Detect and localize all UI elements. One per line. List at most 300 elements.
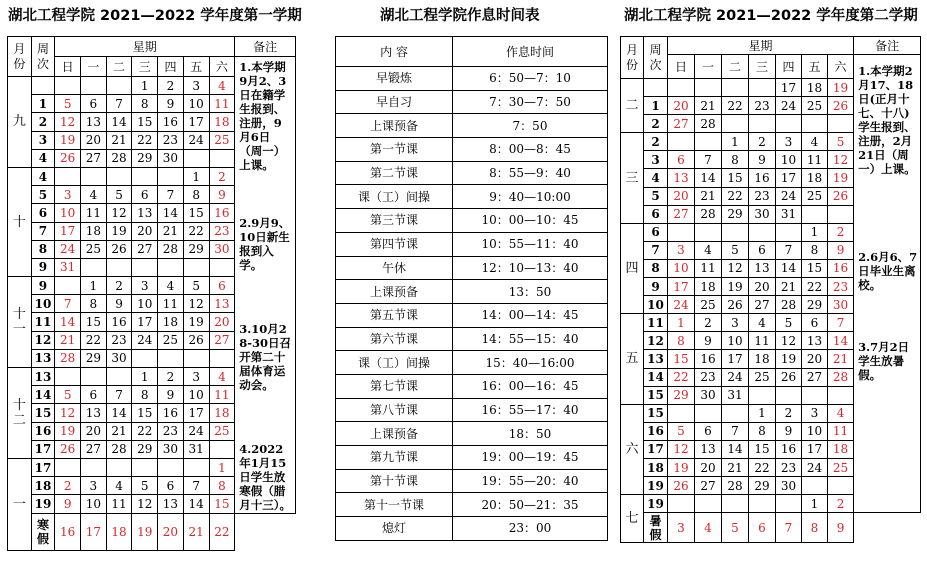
date-cell: 18	[80, 222, 106, 240]
date-cell: 16	[106, 313, 132, 331]
date-cell: 5	[776, 314, 802, 332]
vacation-label: 暑 假	[644, 513, 668, 543]
date-cell: 6	[749, 241, 776, 259]
date-cell: 8	[132, 95, 158, 113]
date-cell	[668, 133, 695, 151]
week-number: 8	[31, 240, 55, 258]
date-cell	[209, 149, 235, 167]
date-cell: 29	[802, 296, 828, 314]
date-cell: 13	[209, 295, 235, 313]
date-cell: 7	[106, 95, 132, 113]
date-cell: 10	[776, 151, 802, 169]
date-cell	[209, 349, 235, 367]
week-number: 19	[644, 495, 668, 513]
date-cell: 12	[55, 113, 81, 131]
date-cell	[668, 495, 695, 513]
date-cell	[776, 386, 802, 404]
date-cell: 29	[668, 386, 695, 404]
date-cell	[183, 258, 209, 276]
time-header: 作息时间	[453, 37, 608, 67]
date-cell: 1	[132, 368, 158, 386]
date-cell: 2	[749, 133, 776, 151]
schedule-time: 18：50	[453, 422, 608, 446]
date-cell: 19	[55, 422, 81, 440]
date-cell	[132, 258, 158, 276]
week-number: 6	[644, 223, 668, 241]
schedule-row	[336, 209, 608, 233]
schedule-row	[336, 374, 608, 398]
date-cell: 23	[209, 222, 235, 240]
vacation-row	[8, 513, 296, 550]
note-item: 2.9月9、10日新生报到入学。	[239, 216, 291, 272]
notes-cell	[854, 55, 921, 513]
week-number: 5	[644, 187, 668, 205]
note-item: 1.本学期2月17、18日(正月十七、十八)学生报到、注册，2月21日（周一）上课。	[858, 64, 916, 176]
date-cell	[749, 223, 776, 241]
date-cell: 23	[749, 97, 776, 115]
week-number: 8	[644, 259, 668, 277]
day-header: 日	[55, 57, 81, 77]
date-cell: 29	[749, 477, 776, 495]
date-cell: 19	[183, 313, 209, 331]
date-cell: 7	[695, 151, 722, 169]
date-cell	[695, 223, 722, 241]
date-cell: 10	[183, 386, 209, 404]
vacation-date: 17	[80, 513, 106, 550]
date-cell: 4	[209, 368, 235, 386]
date-cell	[80, 167, 106, 185]
date-cell: 11	[158, 295, 184, 313]
week-number: 17	[31, 458, 55, 476]
date-cell: 27	[802, 368, 828, 386]
date-cell: 8	[722, 151, 749, 169]
note-item: 3.10月28-30日召开第二十届体育运动会。	[239, 322, 292, 392]
schedule-item: 第五节课	[336, 303, 453, 327]
date-cell: 6	[802, 314, 828, 332]
week-number: 2	[644, 115, 668, 133]
date-cell: 9	[106, 295, 132, 313]
schedule-row	[336, 232, 608, 256]
date-cell: 17	[668, 278, 695, 296]
schedule-row	[336, 422, 608, 446]
date-cell: 14	[106, 404, 132, 422]
week-number: 3	[31, 131, 55, 149]
date-cell: 24	[183, 131, 209, 149]
week-number	[31, 77, 55, 95]
date-cell: 9	[695, 332, 722, 350]
date-cell: 12	[722, 259, 749, 277]
schedule-time: 14：55—15：40	[453, 327, 608, 351]
date-cell	[776, 495, 802, 513]
date-cell: 11	[749, 332, 776, 350]
week-number: 11	[31, 313, 55, 331]
date-cell: 24	[183, 422, 209, 440]
schedule-item: 第九节课	[336, 446, 453, 470]
date-cell	[776, 115, 802, 133]
schedule-item: 第一节课	[336, 138, 453, 162]
schedule-item: 第十一节课	[336, 493, 453, 517]
date-cell: 3	[183, 368, 209, 386]
schedule-item: 课（工）间操	[336, 185, 453, 209]
date-cell: 11	[209, 95, 235, 113]
date-cell: 2	[828, 495, 854, 513]
date-cell: 12	[828, 151, 854, 169]
date-cell: 26	[668, 477, 695, 495]
date-cell: 2	[209, 167, 235, 185]
schedule-item: 熄灯	[336, 517, 453, 541]
schedule-row	[336, 327, 608, 351]
date-cell: 4	[749, 314, 776, 332]
date-cell: 20	[80, 422, 106, 440]
day-header: 四	[776, 55, 802, 79]
date-cell	[158, 458, 184, 476]
date-cell: 3	[132, 277, 158, 295]
date-cell: 8	[132, 386, 158, 404]
date-cell	[749, 495, 776, 513]
date-cell: 12	[55, 404, 81, 422]
date-cell: 27	[80, 440, 106, 458]
date-cell: 21	[106, 131, 132, 149]
date-cell: 19	[828, 169, 854, 187]
schedule-row	[336, 493, 608, 517]
note-item: 2.6月6、7日毕业生离校。	[858, 250, 918, 292]
date-cell: 8	[183, 186, 209, 204]
date-cell: 15	[722, 169, 749, 187]
schedule-time: 19：00—19：45	[453, 446, 608, 470]
date-cell: 12	[776, 332, 802, 350]
date-cell	[132, 349, 158, 367]
schedule-time: 15：40—16:00	[453, 351, 608, 375]
date-cell: 1	[722, 133, 749, 151]
date-cell: 23	[749, 187, 776, 205]
date-cell: 11	[106, 495, 132, 513]
date-cell: 19	[776, 350, 802, 368]
month-label: 一	[8, 458, 32, 550]
date-cell: 3	[55, 186, 81, 204]
week-number: 5	[31, 186, 55, 204]
date-cell: 6	[132, 186, 158, 204]
month-label: 二	[621, 79, 644, 133]
day-header: 三	[749, 55, 776, 79]
date-cell: 4	[106, 477, 132, 495]
date-cell: 2	[55, 477, 81, 495]
note-header: 备注	[854, 37, 921, 55]
date-cell: 28	[722, 477, 749, 495]
vacation-label: 寒 假	[31, 513, 55, 550]
date-cell: 7	[722, 422, 749, 440]
week-number: 9	[644, 278, 668, 296]
date-cell: 4	[695, 241, 722, 259]
date-cell: 31	[183, 440, 209, 458]
date-cell: 11	[80, 204, 106, 222]
date-cell	[55, 167, 81, 185]
date-cell: 29	[80, 349, 106, 367]
date-cell	[132, 458, 158, 476]
schedule-item: 第二节课	[336, 161, 453, 185]
date-cell: 24	[668, 296, 695, 314]
date-cell: 9	[749, 151, 776, 169]
week-number: 9	[31, 258, 55, 276]
date-cell: 9	[776, 422, 802, 440]
vacation-date: 5	[722, 513, 749, 543]
date-cell: 24	[722, 368, 749, 386]
vacation-date: 21	[183, 513, 209, 550]
day-header: 一	[695, 55, 722, 79]
schedule-time: 23：00	[453, 517, 608, 541]
date-cell: 12	[183, 295, 209, 313]
date-cell: 1	[209, 458, 235, 476]
week-number: 6	[644, 205, 668, 223]
date-cell: 26	[776, 368, 802, 386]
date-cell: 13	[695, 440, 722, 458]
week-number: 11	[644, 314, 668, 332]
schedule-item: 课（工）间操	[336, 351, 453, 375]
vacation-date: 7	[776, 513, 802, 543]
date-cell: 22	[749, 458, 776, 476]
date-cell: 8	[80, 295, 106, 313]
schedule-time: 8：00—8：45	[453, 138, 608, 162]
date-cell: 8	[749, 422, 776, 440]
date-cell	[695, 133, 722, 151]
schedule-item: 上课预备	[336, 422, 453, 446]
date-cell	[695, 79, 722, 97]
month-header: 月份	[8, 37, 32, 77]
date-cell: 30	[828, 296, 854, 314]
week-number: 1	[31, 95, 55, 113]
date-cell: 20	[132, 222, 158, 240]
date-cell: 11	[695, 259, 722, 277]
date-cell: 5	[722, 241, 749, 259]
vacation-date: 6	[749, 513, 776, 543]
date-cell: 27	[668, 115, 695, 133]
date-cell: 11	[802, 151, 828, 169]
date-cell: 13	[80, 404, 106, 422]
vacation-date: 22	[209, 513, 235, 550]
week-number: 14	[644, 368, 668, 386]
date-cell: 20	[80, 131, 106, 149]
date-cell: 15	[132, 404, 158, 422]
day-header: 五	[802, 55, 828, 79]
date-cell: 4	[158, 277, 184, 295]
date-cell: 23	[828, 278, 854, 296]
date-cell: 1	[132, 77, 158, 95]
day-header: 六	[828, 55, 854, 79]
date-cell: 2	[158, 368, 184, 386]
schedule-item: 上课预备	[336, 280, 453, 304]
week-number: 7	[644, 241, 668, 259]
month-label: 七	[621, 495, 644, 543]
date-cell: 27	[749, 296, 776, 314]
date-cell: 21	[828, 350, 854, 368]
schedule-time: 12：10—13：40	[453, 256, 608, 280]
date-cell: 26	[55, 149, 81, 167]
date-cell: 30	[695, 386, 722, 404]
month-label: 十	[8, 167, 32, 276]
date-cell: 3	[722, 314, 749, 332]
date-cell: 18	[695, 278, 722, 296]
date-cell: 10	[722, 332, 749, 350]
date-cell: 21	[695, 97, 722, 115]
date-cell	[158, 258, 184, 276]
date-cell: 18	[209, 113, 235, 131]
date-cell: 9	[158, 95, 184, 113]
date-cell	[828, 386, 854, 404]
schedule-row	[336, 67, 608, 91]
week-number: 13	[644, 350, 668, 368]
date-cell: 16	[695, 350, 722, 368]
vacation-date: 3	[668, 513, 695, 543]
date-cell: 28	[695, 205, 722, 223]
date-cell: 25	[802, 97, 828, 115]
date-cell	[55, 458, 81, 476]
date-cell: 11	[209, 386, 235, 404]
date-cell: 29	[132, 440, 158, 458]
week-header: 周次	[31, 37, 55, 77]
date-cell: 22	[802, 278, 828, 296]
semester2-calendar	[620, 36, 921, 543]
date-cell: 10	[668, 259, 695, 277]
day-header: 一	[80, 57, 106, 77]
date-cell	[722, 495, 749, 513]
date-cell: 7	[776, 241, 802, 259]
date-cell: 28	[695, 115, 722, 133]
date-cell	[722, 404, 749, 422]
date-cell: 16	[158, 404, 184, 422]
date-cell	[828, 115, 854, 133]
schedule-row	[336, 138, 608, 162]
week-number: 12	[644, 332, 668, 350]
week-number: 10	[644, 296, 668, 314]
date-cell: 1	[749, 404, 776, 422]
schedule-row	[336, 303, 608, 327]
date-cell	[749, 79, 776, 97]
date-cell: 14	[722, 440, 749, 458]
week-number: 3	[644, 151, 668, 169]
schedule-row	[336, 256, 608, 280]
date-cell	[668, 404, 695, 422]
note-header: 备注	[235, 37, 296, 57]
schedule-time: 7：30—7：50	[453, 90, 608, 114]
week-number: 15	[644, 404, 668, 422]
date-cell: 30	[776, 477, 802, 495]
date-cell	[209, 440, 235, 458]
date-cell	[80, 77, 106, 95]
date-cell	[668, 223, 695, 241]
week-number: 2	[31, 113, 55, 131]
date-cell	[802, 386, 828, 404]
date-cell: 23	[106, 331, 132, 349]
date-cell: 22	[132, 422, 158, 440]
date-cell: 9	[55, 495, 81, 513]
date-cell: 28	[776, 296, 802, 314]
schedule-row	[336, 351, 608, 375]
date-cell: 24	[55, 240, 81, 258]
date-cell	[106, 167, 132, 185]
date-cell: 15	[80, 313, 106, 331]
date-cell: 30	[158, 149, 184, 167]
schedule-row	[336, 517, 608, 541]
schedule-item: 第十节课	[336, 469, 453, 493]
schedule-item: 上课预备	[336, 114, 453, 138]
date-cell: 4	[802, 133, 828, 151]
item-header: 内 容	[336, 37, 453, 67]
date-cell: 5	[132, 477, 158, 495]
date-cell	[158, 349, 184, 367]
date-cell: 25	[749, 368, 776, 386]
date-cell	[695, 495, 722, 513]
vacation-date: 19	[132, 513, 158, 550]
week-number: 15	[31, 404, 55, 422]
vacation-date: 20	[158, 513, 184, 550]
day-header: 二	[722, 55, 749, 79]
week-number: 9	[31, 277, 55, 295]
note-item: 1.本学期9月2、3日在籍学生报到、注册，9月6日（周一）上课。	[239, 60, 287, 172]
vacation-date: 18	[106, 513, 132, 550]
schedule-item: 第六节课	[336, 327, 453, 351]
date-cell	[106, 368, 132, 386]
week-number: 4	[644, 169, 668, 187]
vacation-date: 9	[828, 513, 854, 543]
schedule-row	[336, 446, 608, 470]
date-cell: 17	[55, 222, 81, 240]
date-cell: 26	[828, 97, 854, 115]
month-label: 五	[621, 314, 644, 404]
date-cell: 19	[55, 131, 81, 149]
date-cell	[55, 368, 81, 386]
date-cell: 31	[722, 386, 749, 404]
date-cell: 31	[776, 205, 802, 223]
date-cell	[749, 115, 776, 133]
week-number: 7	[31, 222, 55, 240]
date-cell: 20	[668, 187, 695, 205]
date-cell: 18	[802, 169, 828, 187]
date-cell	[106, 77, 132, 95]
date-cell: 1	[802, 495, 828, 513]
date-cell: 19	[106, 222, 132, 240]
date-cell	[722, 79, 749, 97]
date-cell: 15	[749, 440, 776, 458]
date-cell	[183, 349, 209, 367]
date-cell: 9	[209, 186, 235, 204]
month-label: 四	[621, 223, 644, 313]
date-cell: 5	[828, 133, 854, 151]
date-cell: 30	[209, 240, 235, 258]
timetable	[335, 36, 608, 541]
date-cell	[828, 205, 854, 223]
date-cell: 31	[55, 258, 81, 276]
semester1-calendar	[7, 36, 296, 551]
date-cell: 1	[802, 223, 828, 241]
schedule-time: 16：55—17：40	[453, 398, 608, 422]
date-cell: 30	[106, 349, 132, 367]
date-cell: 26	[828, 187, 854, 205]
date-cell: 17	[722, 350, 749, 368]
schedule-time: 14：00—14：45	[453, 303, 608, 327]
schedule-row	[336, 398, 608, 422]
date-cell: 23	[776, 458, 802, 476]
date-cell: 21	[776, 278, 802, 296]
date-cell: 15	[209, 495, 235, 513]
date-cell: 9	[158, 386, 184, 404]
date-cell: 18	[158, 313, 184, 331]
date-cell: 6	[209, 277, 235, 295]
date-cell: 4	[828, 404, 854, 422]
date-cell: 7	[158, 186, 184, 204]
schedule-time: 20：50—21：35	[453, 493, 608, 517]
date-cell: 15	[668, 350, 695, 368]
schedule-item: 第八节课	[336, 398, 453, 422]
week-number	[644, 79, 668, 97]
